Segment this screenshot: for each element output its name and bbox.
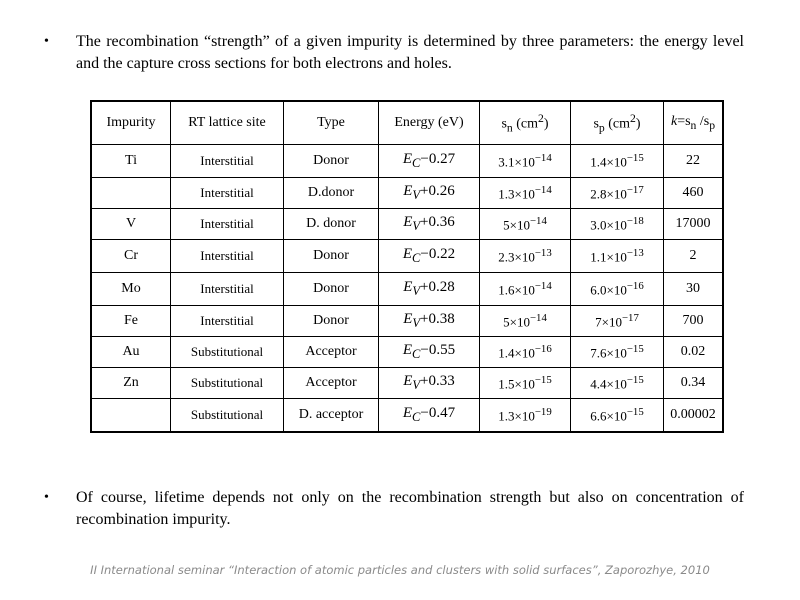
cell-sp: $3.0\times 10^{-18}$ xyxy=(571,209,664,240)
cell-energy: $E_C-0.55$ xyxy=(379,337,480,368)
cell-impurity: Au xyxy=(91,337,171,368)
table-header-row xyxy=(91,101,723,145)
table-row xyxy=(91,368,723,399)
cell-k: 0.00002 xyxy=(664,399,724,433)
cell-sp: $2.8\times 10^{-17}$ xyxy=(571,178,664,209)
cell-site: Substitutional xyxy=(171,337,284,368)
table-row xyxy=(91,178,723,209)
cell-sn: $1.3\times 10^{-14}$ xyxy=(480,178,571,209)
table-row xyxy=(91,209,723,240)
cell-k: 30 xyxy=(664,273,724,306)
cell-site: Substitutional xyxy=(171,368,284,399)
footer-caption: II International seminar “Interaction of atomic particles and clusters with solid surfaces”, Zaporozhye, 2010 xyxy=(90,563,710,577)
cell-impurity: Mo xyxy=(91,273,171,306)
cell-type: Donor xyxy=(284,240,379,273)
impurity-table xyxy=(90,100,724,433)
col-header-k: $k=s_n$ $/s_p$ xyxy=(664,101,724,145)
cell-k: 0.34 xyxy=(664,368,724,399)
table-row xyxy=(91,240,723,273)
cell-sp: $1.1\times 10^{-13}$ xyxy=(571,240,664,273)
col-header-site: RT lattice site xyxy=(171,101,284,145)
cell-site: Interstitial xyxy=(171,306,284,337)
cell-sp: $4.4\times 10^{-15}$ xyxy=(571,368,664,399)
cell-sn: $1.3\times 10^{-19}$ xyxy=(480,399,571,433)
cell-impurity: Fe xyxy=(91,306,171,337)
cell-type: Donor xyxy=(284,273,379,306)
cell-k: 2 xyxy=(664,240,724,273)
cell-sp: $7.6\times 10^{-15}$ xyxy=(571,337,664,368)
cell-sp: $6.0\times 10^{-16}$ xyxy=(571,273,664,306)
col-header-type: Type xyxy=(284,101,379,145)
cell-energy: $E_V+0.26$ xyxy=(379,178,480,209)
table-row xyxy=(91,399,723,433)
cell-site: Interstitial xyxy=(171,145,284,178)
table-row xyxy=(91,145,723,178)
cell-k: 700 xyxy=(664,306,724,337)
cell-sn: $1.6\times 10^{-14}$ xyxy=(480,273,571,306)
cell-type: Donor xyxy=(284,306,379,337)
col-header-energy: Energy (eV) xyxy=(379,101,480,145)
cell-k: 0.02 xyxy=(664,337,724,368)
cell-sn: $1.4\times 10^{-16}$ xyxy=(480,337,571,368)
cell-energy: $E_C-0.22$ xyxy=(379,240,480,273)
cell-energy: $E_V+0.38$ xyxy=(379,306,480,337)
cell-energy: $E_V+0.33$ xyxy=(379,368,480,399)
cell-site: Interstitial xyxy=(171,209,284,240)
cell-type: D. acceptor xyxy=(284,399,379,433)
cell-energy: $E_V+0.28$ xyxy=(379,273,480,306)
cell-sp: $6.6\times 10^{-15}$ xyxy=(571,399,664,433)
cell-type: D. donor xyxy=(284,209,379,240)
cell-impurity: Cr xyxy=(91,240,171,273)
cell-site: Substitutional xyxy=(171,399,284,433)
cell-energy: $E_C-0.47$ xyxy=(379,399,480,433)
cell-impurity: Ti xyxy=(91,145,171,178)
table-row xyxy=(91,306,723,337)
col-header-sp: $s_p$ $(cm^2)$ xyxy=(571,101,664,145)
cell-impurity: Zn xyxy=(91,368,171,399)
bullet-item-lifetime xyxy=(44,487,744,531)
bullet-text-lifetime: Of course, lifetime depends not only on the recombination strength but also on concentration of recombination impurity. xyxy=(76,489,744,528)
bullet-text-strength: The recombination “strength” of a given impurity is determined by three parameters: the energy level and the capture cross sections for both electrons and holes. xyxy=(76,33,744,72)
cell-sn: $1.5\times 10^{-15}$ xyxy=(480,368,571,399)
cell-impurity xyxy=(91,399,171,433)
col-header-impurity: Impurity xyxy=(91,101,171,145)
cell-type: Donor xyxy=(284,145,379,178)
cell-sp: $7\times 10^{-17}$ xyxy=(571,306,664,337)
cell-sn: $2.3\times 10^{-13}$ xyxy=(480,240,571,273)
cell-k: 22 xyxy=(664,145,724,178)
cell-sn: $5\times 10^{-14}$ xyxy=(480,209,571,240)
cell-energy: $E_C-0.27$ xyxy=(379,145,480,178)
cell-site: Interstitial xyxy=(171,273,284,306)
cell-sn: $3.1\times 10^{-14}$ xyxy=(480,145,571,178)
cell-impurity xyxy=(91,178,171,209)
cell-type: Acceptor xyxy=(284,337,379,368)
cell-sn: $5\times 10^{-14}$ xyxy=(480,306,571,337)
cell-sp: $1.4\times 10^{-15}$ xyxy=(571,145,664,178)
cell-energy: $E_V+0.36$ xyxy=(379,209,480,240)
table-row xyxy=(91,273,723,306)
col-header-sn: $s_n$ $(cm^2)$ xyxy=(480,101,571,145)
cell-site: Interstitial xyxy=(171,240,284,273)
cell-k: 17000 xyxy=(664,209,724,240)
cell-impurity: V xyxy=(91,209,171,240)
bullet-marker: • xyxy=(44,34,49,49)
cell-k: 460 xyxy=(664,178,724,209)
cell-type: D.donor xyxy=(284,178,379,209)
table-row xyxy=(91,337,723,368)
cell-site: Interstitial xyxy=(171,178,284,209)
bullet-marker: • xyxy=(44,490,49,505)
cell-type: Acceptor xyxy=(284,368,379,399)
bullet-item-strength xyxy=(44,31,744,75)
